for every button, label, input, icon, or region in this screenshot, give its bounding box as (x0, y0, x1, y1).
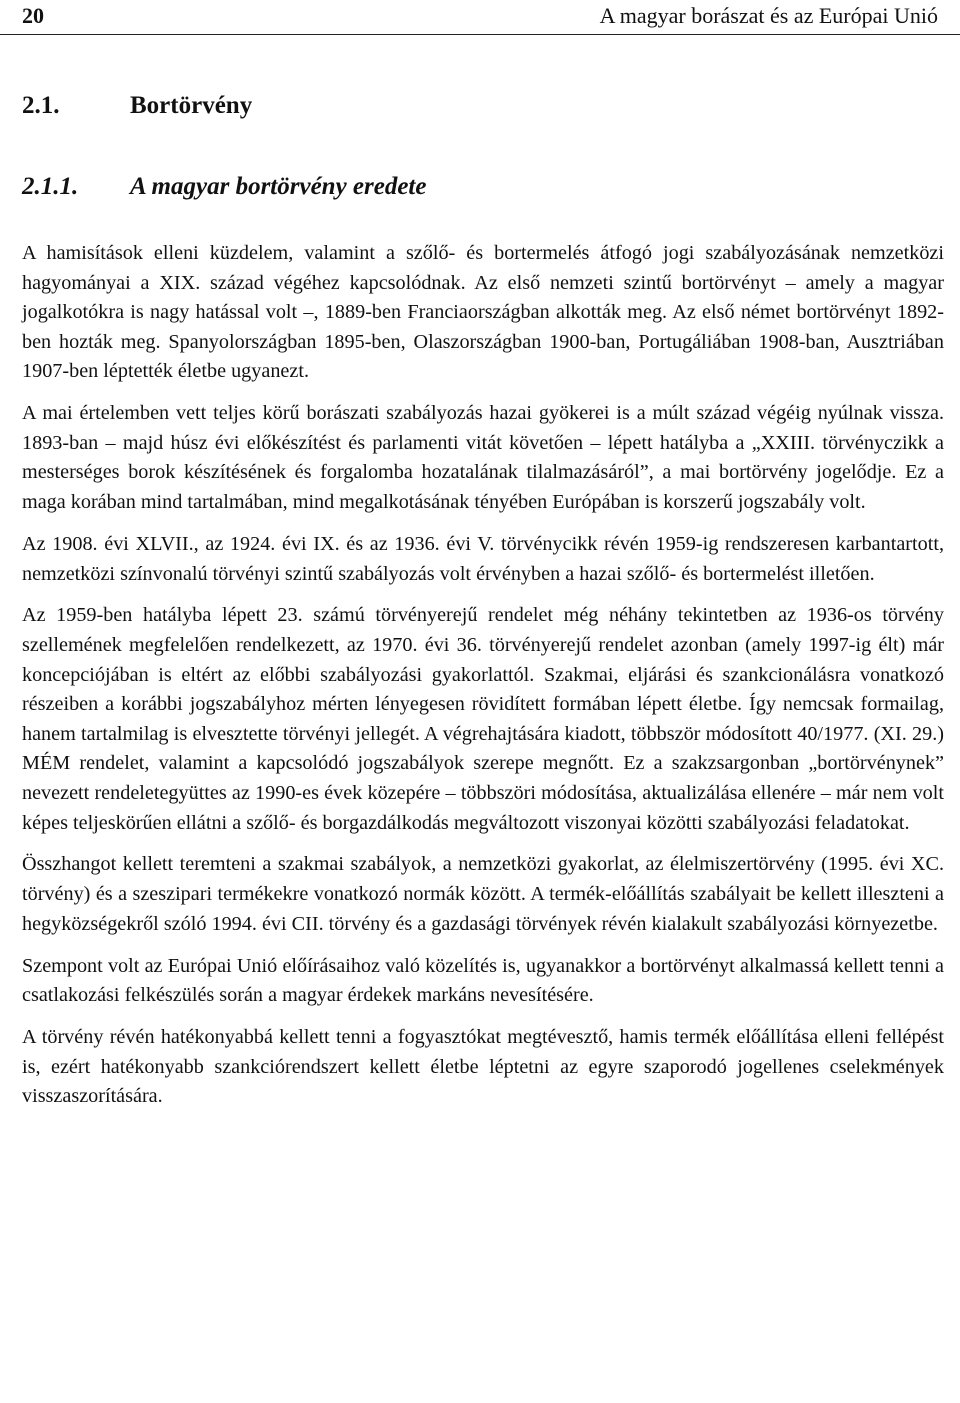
paragraph-7: A törvény révén hatékonyabbá kellett tenni a fogyasztókat megtévesztő, hamis termék előállítása elleni fellépést is, ezért hatékonyabb szankciórendszert kellett életbe léptetni az egyre szaporodó jogellenes cselekmények visszaszorítására. (22, 1026, 944, 1108)
paragraph-2: A mai értelemben vett teljes körű borászati szabályozás hazai gyökerei is a múlt század végéig nyúlnak vissza. 1893-ban – majd húsz évi előkészítést és parlamenti vitát követően – lépett hatályba a „XXIII. törvényczikk a mesterséges borok készítésének és forgalomba hozatalának tilalmazásáról”, a mai bortörvény jogelődje. Ez a maga korában mind tartalmában, mind megalkotásának tényében Európában is korszerű jogszabály volt. (22, 402, 944, 514)
header-rule (0, 34, 960, 35)
paragraph-1: A hamisítások elleni küzdelem, valamint a szőlő- és bortermelés átfogó jogi szabályozásának nemzetközi hagyományai a XIX. század végéhez kapcsolódnak. Az első nemzeti szintű bortörvényt – amely a magyar jogalkotókra is nagy hatással volt –, 1889-ben Franciaországban alkották meg. Az első német bortörvényt 1892-ben hozták meg. Spanyolországban 1895-ben, Olaszországban 1900-ban, Portugáliában 1908-ban, Ausztriában 1907-ben léptették életbe ugyanezt. (22, 242, 944, 383)
subsection-number: 2.1.1. (22, 173, 79, 200)
page-number: 20 (22, 3, 44, 28)
paragraph-3: Az 1908. évi XLVII., az 1924. évi IX. és az 1936. évi V. törvénycikk révén 1959-ig rendszeresen karbantartott, nemzetközi színvonalú törvényi szintű szabályozás volt érvényben a hazai szőlő- és bortermelést illetően. (22, 532, 944, 585)
subsection-heading (22, 171, 426, 203)
section-heading (22, 90, 252, 122)
running-title: A magyar borászat és az Európai Unió (599, 3, 938, 28)
subsection-title: A magyar bortörvény eredete (130, 173, 427, 200)
paragraph-6: Szempont volt az Európai Unió előírásaihoz való közelítés is, ugyanakkor a bortörvényt alkalmassá kellett tenni a csatlakozási felkészülés során a magyar érdekek markáns nevesítésére. (22, 954, 944, 1007)
page-header (0, 0, 960, 36)
section-title: Bortörvény (130, 92, 253, 119)
paragraph-5: Összhangot kellett teremteni a szakmai szabályok, a nemzetközi gyakorlat, az élelmiszertörvény (1995. évi XC. törvény) és a szeszipari termékekre vonatkozó normák között. A termék-előállítás szabályait be kellett illeszteni a hegyközségekről szóló 1994. évi CII. törvény és a gazdasági törvények révén kialakult szabályozási környezetbe. (22, 853, 944, 935)
body-text (22, 239, 944, 1112)
section-number: 2.1. (22, 92, 60, 119)
paragraph-4: Az 1959-ben hatályba lépett 23. számú törvényerejű rendelet még néhány tekintetben az 1936-os törvény szellemének megfelelően rendelkezett, az 1970. évi 36. törvényerejű rendelet azonban (amely 1997-ig élt) már koncepciójában is eltért az előbbi szabályozási gyakorlattól. Szakmai, eljárási és szankcionálásra vonatkozó részeiben a korábbi jogszabályhoz mérten lényegesen rövidített formában lépett életbe. Így nemcsak formailag, hanem tartalmilag is elvesztette törvényi jellegét. A végrehajtására kiadott, többször módosított 40/1977. (XI. 29.) MÉM rendelet, valamint a kapcsolódó jogszabályok szerepe megnőtt. Ez a szakzsargonban „bortörvénynek” nevezett rendeletegyüttes az 1990-es évek közepére – többszöri módosítása, aktualizálása ellenére – már nem volt képes teljeskörűen ellátni a szőlő- és borgazdálkodás megváltozott viszonyai közötti szabályozási feladatokat. (22, 604, 944, 834)
